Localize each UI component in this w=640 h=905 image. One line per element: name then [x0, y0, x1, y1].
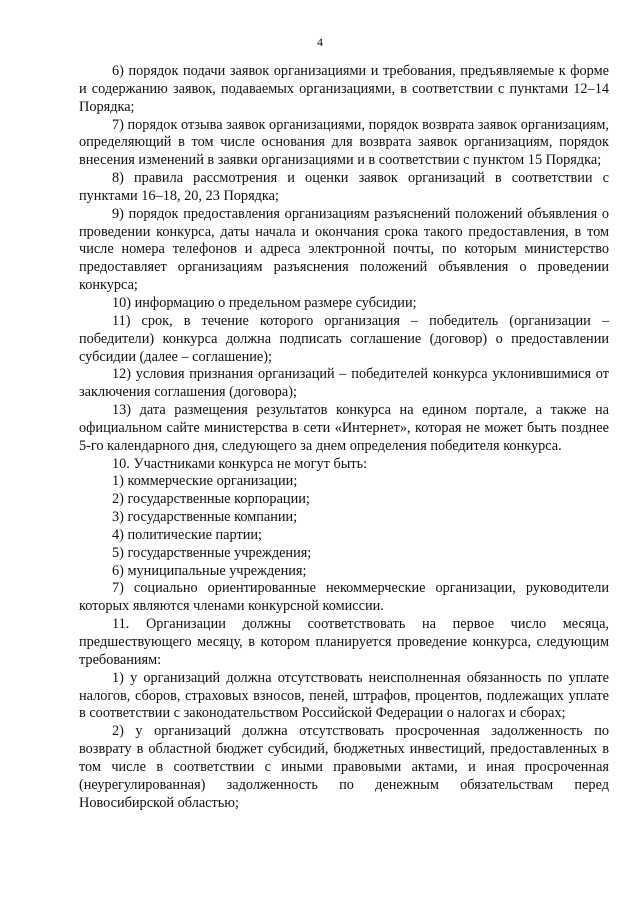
page-number: 4 [317, 35, 323, 49]
requirement-item-1-taxes: 1) у организаций должна отсутствовать неисполненная обязанность по уплате налогов, сборов, страховых взносов, пеней, штрафов, процентов, подлежащих уплате в соответствии с законодательством Российской Федерации о налогах и сборах; [79, 669, 609, 722]
section-10-heading: 10. Участниками конкурса не могут быть: [112, 455, 368, 472]
paragraph-item-7-withdrawal-procedure: 7) порядок отзыва заявок организациями, порядок возврата заявок организациям, определяющий в том числе основания для возврата заявок организациям, порядок внесения изменений в заявки организациями и в соответствии с пунктом 15 Порядка; [79, 116, 609, 169]
list-item-state-institutions: 5) государственные учреждения; [112, 544, 312, 561]
paragraph-item-8-review-rules: 8) правила рассмотрения и оценки заявок организаций в соответствии с пунктами 16–18, 20, 23 Порядка; [79, 170, 609, 204]
document-body [79, 63, 609, 812]
paragraph-item-11-agreement-term: 11) срок, в течение которого организация – победитель (организации – победители) конкурса должна подписать соглашение (договор) о предоставлении субсидии (далее – соглашение); [79, 312, 609, 365]
paragraph-item-12-evasion-conditions: 12) условия признания организаций – победителей конкурса уклонившимися от заключения соглашения (договора); [79, 366, 609, 401]
list-item-nonprofit-commission-members: 7) социально ориентированные некоммерческие организации, руководители которых являются членами конкурсной комиссии. [79, 580, 609, 615]
paragraph-item-6-application-procedure: 6) порядок подачи заявок организациями и требования, предъявляемые к форме и содержанию заявок, подаваемых организациями, в соответствии с пунктами 12–14 Порядка; [79, 63, 609, 115]
section-11-heading: 11. Организации должны соответствовать на первое число месяца, предшествующего месяцу, в котором планируется проведение конкурса, следующим требованиям: [79, 616, 609, 668]
list-item-municipal-institutions: 6) муниципальные учреждения; [112, 562, 307, 579]
requirement-item-2-overdue-debt: 2) у организаций должна отсутствовать просроченная задолженность по возврату в областной бюджет субсидий, бюджетных инвестиций, предоставленных в том числе в соответствии с иными правовыми актами, и иная просроченная (неурегулированная) задолженность по денежным обязательствам перед Новосибирской областью; [79, 723, 609, 811]
list-item-state-corporations: 2) государственные корпорации; [112, 491, 310, 508]
paragraph-item-10-subsidy-limit: 10) информацию о предельном размере субсидии; [112, 294, 417, 311]
list-item-political-parties: 4) политические партии; [112, 526, 263, 543]
list-item-state-companies: 3) государственные компании; [112, 509, 298, 526]
list-item-commercial-organizations: 1) коммерческие организации; [112, 473, 298, 490]
paragraph-item-9-clarifications: 9) порядок предоставления организациям разъяснений положений объявления о проведении конкурса, даты начала и окончания срока такого предоставления, в том числе номера телефонов и адреса электронной почты, по которым министерство предоставляет организациям разъяснения положений объявления о проведении конкурса; [79, 205, 609, 294]
paragraph-item-13-results-publication: 13) дата размещения результатов конкурса на едином портале, а также на официальном сайте министерства в сети «Интернет», которая не может быть позднее 5-го календарного дня, следующего за днем определения победителя конкурса. [79, 402, 609, 454]
